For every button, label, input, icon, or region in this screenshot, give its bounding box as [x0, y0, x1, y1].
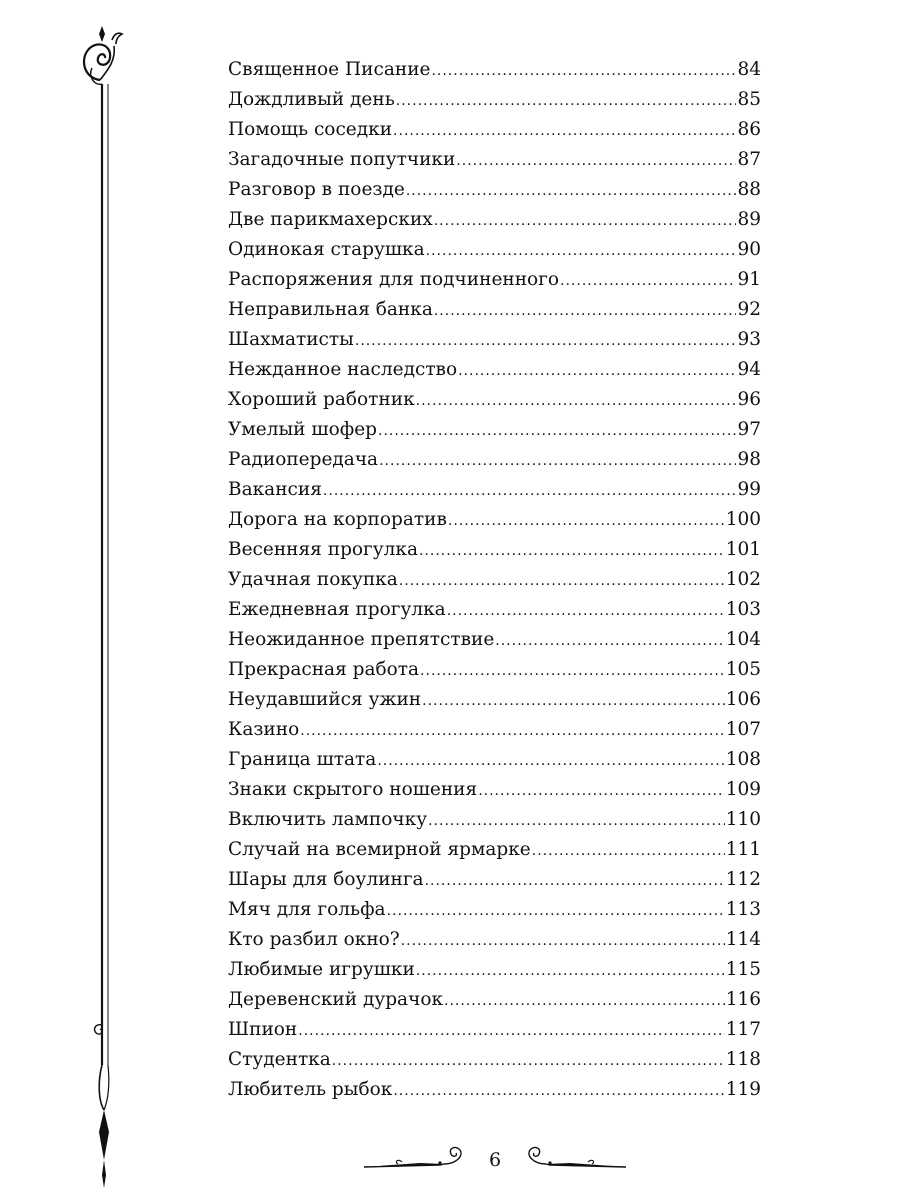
entry-title: Кто разбил окно? [228, 929, 400, 950]
flourish-left-icon [360, 1140, 470, 1180]
entry-title: Дорога на корпоратив [228, 509, 447, 530]
toc-entry[interactable] [228, 355, 761, 385]
entry-page-number: 91 [737, 269, 761, 290]
entry-title: Шары для боулинга [228, 869, 424, 890]
toc-entry[interactable] [228, 745, 761, 775]
toc-entry[interactable] [228, 115, 761, 145]
entry-page-number: 111 [725, 839, 761, 860]
entry-title: Неправильная банка [228, 299, 433, 320]
toc-entry[interactable] [228, 415, 761, 445]
table-of-contents [228, 55, 761, 1105]
dot-leader [378, 416, 736, 446]
entry-title: Одинокая старушка [228, 239, 425, 260]
entry-page-number: 114 [725, 929, 761, 950]
entry-page-number: 108 [725, 749, 761, 770]
page-number: 6 [488, 1149, 502, 1171]
dot-leader [456, 146, 736, 176]
dot-leader [426, 236, 737, 266]
entry-page-number: 116 [725, 989, 761, 1010]
toc-entry[interactable] [228, 175, 761, 205]
toc-entry[interactable] [228, 1045, 761, 1075]
dot-leader [416, 956, 725, 986]
entry-title: Священное Писание [228, 59, 431, 80]
dot-leader [300, 716, 724, 746]
entry-page-number: 105 [725, 659, 761, 680]
dot-leader [560, 266, 736, 296]
entry-page-number: 98 [737, 449, 761, 470]
dot-leader [431, 56, 736, 86]
dot-leader [396, 86, 737, 116]
entry-title: Две парикмахерских [228, 209, 433, 230]
toc-entry[interactable] [228, 505, 761, 535]
toc-entry[interactable] [228, 805, 761, 835]
dot-leader [377, 746, 724, 776]
dot-leader [355, 326, 737, 356]
toc-entry[interactable] [228, 235, 761, 265]
entry-page-number: 86 [737, 119, 761, 140]
entry-title: Граница штата [228, 749, 377, 770]
toc-entry[interactable] [228, 475, 761, 505]
toc-entry[interactable] [228, 85, 761, 115]
entry-title: Любитель рыбок [228, 1079, 393, 1100]
entry-title: Нежданное наследство [228, 359, 458, 380]
entry-title: Дождливый день [228, 89, 395, 110]
entry-title: Ежедневная прогулка [228, 599, 446, 620]
toc-entry[interactable] [228, 895, 761, 925]
entry-title: Неожиданное препятствие [228, 629, 495, 650]
entry-page-number: 115 [725, 959, 761, 980]
entry-page-number: 84 [737, 59, 761, 80]
toc-entry[interactable] [228, 865, 761, 895]
dot-leader [393, 116, 736, 146]
page-footer [360, 1140, 630, 1180]
dot-leader [406, 176, 737, 206]
entry-page-number: 94 [737, 359, 761, 380]
toc-entry[interactable] [228, 265, 761, 295]
entry-title: Студентка [228, 1049, 331, 1070]
entry-page-number: 92 [737, 299, 761, 320]
toc-entry[interactable] [228, 535, 761, 565]
entry-page-number: 93 [737, 329, 761, 350]
toc-entry[interactable] [228, 205, 761, 235]
entry-page-number: 87 [737, 149, 761, 170]
dot-leader [478, 776, 725, 806]
dot-leader [379, 446, 736, 476]
toc-entry[interactable] [228, 625, 761, 655]
entry-title: Включить лампочку [228, 809, 428, 830]
toc-entry[interactable] [228, 565, 761, 595]
toc-entry[interactable] [228, 385, 761, 415]
dot-leader [387, 896, 725, 926]
toc-entry[interactable] [228, 445, 761, 475]
dot-leader [448, 506, 725, 536]
dot-leader [458, 356, 736, 386]
dot-leader [393, 1076, 724, 1106]
dot-leader [422, 686, 725, 716]
entry-title: Мяч для гольфа [228, 899, 386, 920]
entry-title: Удачная покупка [228, 569, 398, 590]
dot-leader [447, 596, 725, 626]
entry-page-number: 118 [725, 1049, 761, 1070]
dot-leader [401, 926, 725, 956]
entry-page-number: 106 [725, 689, 761, 710]
dot-leader [434, 296, 737, 326]
entry-page-number: 112 [725, 869, 761, 890]
entry-page-number: 97 [737, 419, 761, 440]
dot-leader [419, 536, 725, 566]
entry-title: Распоряжения для подчиненного [228, 269, 560, 290]
toc-entry[interactable] [228, 985, 761, 1015]
toc-entry[interactable] [228, 835, 761, 865]
toc-entry[interactable] [228, 295, 761, 325]
entry-page-number: 101 [725, 539, 761, 560]
entry-title: Казино [228, 719, 300, 740]
dot-leader [495, 626, 724, 656]
entry-title: Загадочные попутчики [228, 149, 456, 170]
entry-page-number: 107 [725, 719, 761, 740]
entry-title: Вакансия [228, 479, 322, 500]
entry-title: Случай на всемирной ярмарке [228, 839, 531, 860]
entry-page-number: 102 [725, 569, 761, 590]
entry-title: Знаки скрытого ношения [228, 779, 478, 800]
dot-leader [532, 836, 725, 866]
entry-page-number: 110 [725, 809, 761, 830]
entry-title: Хороший работник [228, 389, 415, 410]
dot-leader [434, 206, 737, 236]
entry-title: Умелый шофер [228, 419, 378, 440]
dot-leader [428, 806, 725, 836]
toc-entry[interactable] [228, 775, 761, 805]
entry-page-number: 96 [737, 389, 761, 410]
entry-page-number: 113 [725, 899, 761, 920]
entry-title: Шахматисты [228, 329, 354, 350]
entry-page-number: 117 [725, 1019, 761, 1040]
toc-entry[interactable] [228, 1075, 761, 1105]
dot-leader [332, 1046, 725, 1076]
dot-leader [323, 476, 737, 506]
entry-title: Любимые игрушки [228, 959, 415, 980]
entry-page-number: 90 [737, 239, 761, 260]
entry-title: Шпион [228, 1019, 298, 1040]
flourish-right-icon [520, 1140, 630, 1180]
toc-entry[interactable] [228, 715, 761, 745]
entry-page-number: 88 [737, 179, 761, 200]
dot-leader [399, 566, 725, 596]
entry-title: Радиопередача [228, 449, 379, 470]
entry-page-number: 119 [725, 1079, 761, 1100]
toc-entry[interactable] [228, 325, 761, 355]
entry-page-number: 99 [737, 479, 761, 500]
entry-title: Неудавшийся ужин [228, 689, 422, 710]
entry-title: Деревенский дурачок [228, 989, 444, 1010]
dot-leader [416, 386, 737, 416]
ornamental-border-icon [78, 20, 128, 1190]
toc-entry[interactable] [228, 595, 761, 625]
dot-leader [298, 1016, 724, 1046]
dot-leader [444, 986, 725, 1016]
dot-leader [420, 656, 725, 686]
dot-leader [425, 866, 725, 896]
toc-entry[interactable] [228, 1015, 761, 1045]
entry-page-number: 100 [725, 509, 761, 530]
entry-page-number: 104 [725, 629, 761, 650]
toc-entry[interactable] [228, 55, 761, 85]
toc-entry[interactable] [228, 955, 761, 985]
entry-title: Помощь соседки [228, 119, 393, 140]
entry-title: Разговор в поезде [228, 179, 405, 200]
entry-page-number: 103 [725, 599, 761, 620]
entry-page-number: 85 [737, 89, 761, 110]
entry-page-number: 109 [725, 779, 761, 800]
entry-title: Весенняя прогулка [228, 539, 418, 560]
toc-entry[interactable] [228, 145, 761, 175]
toc-entry[interactable] [228, 685, 761, 715]
entry-title: Прекрасная работа [228, 659, 420, 680]
toc-entry[interactable] [228, 925, 761, 955]
toc-entry[interactable] [228, 655, 761, 685]
entry-page-number: 89 [737, 209, 761, 230]
